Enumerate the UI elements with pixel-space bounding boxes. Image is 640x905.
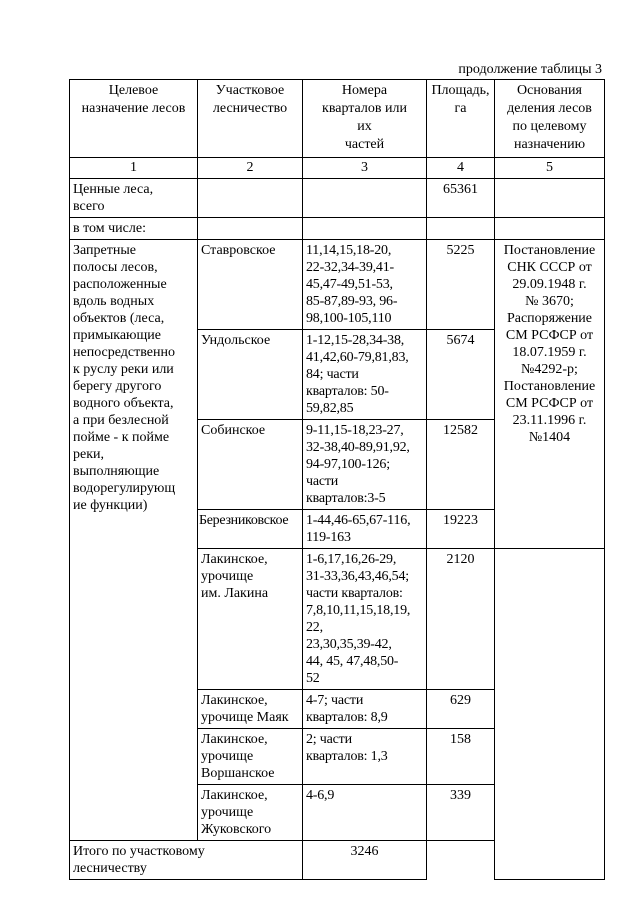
quarter-numbers: 11,14,15,18-20, 22-32,34-39,41- 45,47-49,51-53, 85-87,89-93, 96- 98,100-105,110 — [303, 240, 427, 330]
quarter-numbers: 1-12,15-28,34-38, 41,42,60-79,81,83, 84; части кварталов: 50- 59,82,85 — [303, 330, 427, 420]
basis-cell: Постановление СНК СССР от 29.09.1948 г. № 3670; Распоряжение СМ РСФСР от 18.07.1959 г. №4292-р; Постановление СМ РСФСР от 23.11.1996 г. №1404 — [495, 240, 605, 549]
empty-cell — [495, 218, 605, 240]
forestry-name: Лакинское, урочище Воршанское — [198, 729, 303, 785]
forestry-name: Березниковское — [198, 510, 303, 549]
empty-cell — [495, 179, 605, 218]
col-number-5: 5 — [495, 158, 605, 179]
header-row — [70, 80, 605, 158]
area-value: 158 — [427, 729, 495, 785]
forestry-name: Лакинское, урочище Жуковского — [198, 785, 303, 841]
valuable-forests-row — [70, 179, 605, 218]
forest-purpose-cell: Запретные полосы лесов, расположенные вдоль водных объектов (леса, примыкающие непосредственно к руслу реки или берегу другого водного объекта, а при безлесной пойме - к пойме реки, выполняющие водорегулирующ ие функции) — [70, 240, 198, 841]
forestry-name: Ундольское — [198, 330, 303, 420]
quarter-numbers: 1-44,46-65,67-116, 119-163 — [303, 510, 427, 549]
col-number-1: 1 — [70, 158, 198, 179]
forestry-name: Собинское — [198, 420, 303, 510]
area-value: 339 — [427, 785, 495, 841]
area-value: 5225 — [427, 240, 495, 330]
quarter-numbers: 4-6,9 — [303, 785, 427, 841]
forestry-name: Ставровское — [198, 240, 303, 330]
including-row — [70, 218, 605, 240]
column-number-row — [70, 158, 605, 179]
empty-cell — [198, 179, 303, 218]
area-value: 629 — [427, 690, 495, 729]
col-number-3: 3 — [303, 158, 427, 179]
table-caption: продолжение таблицы 3 — [458, 62, 602, 77]
empty-cell — [303, 218, 427, 240]
col-number-2: 2 — [198, 158, 303, 179]
forestry-name: Лакинское, урочище им. Лакина — [198, 549, 303, 690]
valuable-forests-area: 65361 — [427, 179, 495, 218]
empty-cell — [198, 218, 303, 240]
quarter-numbers: 9-11,15-18,23-27, 32-38,40-89,91,92, 94-97,100-126; части кварталов:3-5 — [303, 420, 427, 510]
header-basis: Основания деления лесов по целевому назначению — [495, 80, 605, 158]
total-label: Итого по участковому лесничеству — [70, 841, 303, 880]
empty-cell — [495, 549, 605, 880]
forest-purpose-table — [69, 79, 605, 880]
header-area: Площадь, га — [427, 80, 495, 158]
quarter-numbers: 1-6,17,16,26-29, 31-33,36,43,46,54; части кварталов: 7,8,10,11,15,18,19, 22, 23,30,35,39-42, 44, 45, 47,48,50- 52 — [303, 549, 427, 690]
empty-cell — [303, 179, 427, 218]
col-number-4: 4 — [427, 158, 495, 179]
header-purpose: Целевое назначение лесов — [70, 80, 198, 158]
forestry-name: Лакинское, урочище Маяк — [198, 690, 303, 729]
area-value: 5674 — [427, 330, 495, 420]
total-area: 3246 — [303, 841, 427, 880]
header-forestry: Участковое лесничество — [198, 80, 303, 158]
area-value: 19223 — [427, 510, 495, 549]
valuable-forests-label: Ценные леса, всего — [70, 179, 198, 218]
quarter-numbers: 4-7; части кварталов: 8,9 — [303, 690, 427, 729]
header-quarters: Номера кварталов или их частей — [303, 80, 427, 158]
area-value: 2120 — [427, 549, 495, 690]
including-label: в том числе: — [70, 218, 198, 240]
area-value: 12582 — [427, 420, 495, 510]
table-row — [70, 240, 605, 330]
quarter-numbers: 2; части кварталов: 1,3 — [303, 729, 427, 785]
empty-cell — [427, 218, 495, 240]
